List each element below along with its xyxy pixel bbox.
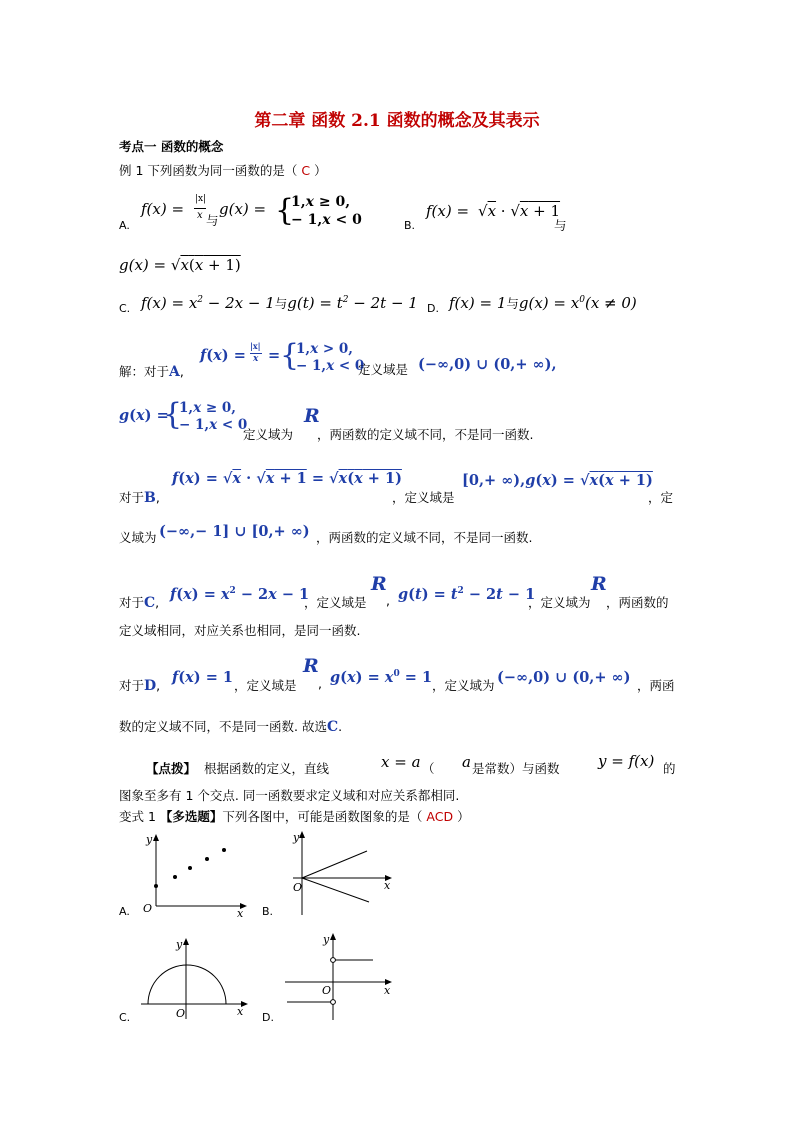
graph-c-arc [148, 965, 226, 1004]
solution-b-text1: ，定义域是 [392, 490, 455, 505]
graph-c-y-axis-label: y [176, 938, 183, 951]
graph-a-origin-label: O [143, 902, 153, 915]
graph-b-sideways-rays [281, 830, 396, 918]
example-1-prefix: 例 1 下列函数为同一函数的是（ [119, 163, 302, 178]
solution-a-g-text: 定义域为 [243, 427, 294, 442]
graph-a-scatter [135, 834, 250, 919]
graph-d-y-axis-label: y [323, 933, 330, 946]
graph-b-x-axis-label: x [384, 879, 391, 892]
option-b-label: B. [404, 219, 416, 232]
option-b-g: g(x) = √x(x + 1) [119, 256, 241, 274]
tip-function-y: y = f(x) [598, 752, 655, 770]
tip-constant-a: a [462, 753, 471, 771]
solution-c-text2: ，定义域为 [528, 595, 591, 610]
solution-b-lead: 对于B, [119, 490, 160, 506]
solution-d-conclusion: 数的定义域不同，不是同一函数. 故选C. [119, 719, 343, 735]
tip-line-2: 图象至多有 1 个交点. 同一函数要求定义域和对应关系都相同. [119, 788, 460, 803]
graph-a-point [173, 875, 177, 879]
graph-b-lower-ray [302, 878, 369, 902]
solution-d-domain: (−∞,0) ∪ (0,+ ∞) [497, 669, 631, 686]
solution-d-lead: 对于D, [119, 678, 161, 694]
option-c-formula: $f(x) = x^2 - 2x - 1$与$g(t) = t^2 - 2t - 1$ [141, 294, 418, 312]
variant-1-question: 变式 1 【多选题】下列各图中，可能是函数图象的是（ ACD ） [119, 809, 470, 824]
solution-c-conclusion: 定义域相同，对应关系也相同，是同一函数. [119, 623, 361, 638]
graph-c-semicircle [137, 937, 252, 1022]
solution-a-conclusion: ，两函数的定义域不同，不是同一函数. [317, 427, 534, 442]
tip-line-1: 【点拨】 根据函数的定义，直线 [146, 761, 329, 776]
solution-d-text1: ，定义域是 [234, 678, 297, 693]
graph-d-label: D. [262, 1011, 274, 1024]
solution-a-lead: 解：对于A, [119, 364, 184, 380]
option-a-formula: f(x) = |x| x 与 g(x) = { 1,x ≥ 0, − 1,x < 0 [141, 193, 362, 228]
option-d-formula: f(x) = 1与$g(x) = x^0(x \ne 0)$ [449, 294, 637, 312]
solution-b-domain1: [0,+ ∞),g(x) = √x(x + 1) [462, 472, 653, 489]
option-c-label: C. [119, 302, 131, 315]
solution-c-gt: $g(t) = t^2 - 2t - 1$ [398, 586, 536, 603]
graph-a-label: A. [119, 905, 130, 918]
solution-b-text3: 义域为 [119, 530, 157, 545]
solution-d-text3: ，两函 [637, 678, 675, 693]
graph-c-origin-label: O [176, 1007, 186, 1020]
solution-d-gx: $g(x) = x^0 = 1$ [330, 669, 433, 686]
solution-b-conclusion: ，两函数的定义域不同，不是同一函数. [316, 530, 533, 545]
solution-a-domain: (−∞,0) ∪ (0,+ ∞), [418, 356, 557, 373]
solution-b-fx: f(x) = √x · √x + 1 = √x(x + 1) [172, 470, 402, 487]
graph-b-upper-ray [302, 851, 367, 878]
graph-a-point [154, 884, 158, 888]
graph-d-x-axis-label: x [384, 984, 391, 997]
option-a-label: A. [119, 219, 130, 232]
graph-d-step-function [281, 932, 396, 1022]
tip-line-x-equals-a: x = a [381, 753, 421, 771]
solution-c-text3: ，两函数的 [606, 595, 669, 610]
graph-a-point [188, 866, 192, 870]
page-title: 第二章 函数 2.1 函数的概念及其表示 [254, 111, 540, 131]
solution-d-real-set: R [303, 655, 319, 677]
tip-text-2: 是常数）与函数 [472, 761, 560, 776]
graph-d-open-dot-upper [331, 958, 336, 963]
solution-a-gx: g(x) = { 1,x ≥ 0, − 1,x < 0 [119, 397, 248, 433]
graph-a-point [205, 857, 209, 861]
solution-d-text2: ，定义域为 [432, 678, 495, 693]
solution-c-real-set-1: R [371, 573, 387, 595]
graph-b-label: B. [262, 905, 274, 918]
solution-d-fx: f(x) = 1 [172, 669, 233, 686]
graph-c-x-axis-label: x [237, 1005, 244, 1018]
graph-a-point [222, 848, 226, 852]
solution-b-domain2: (−∞,− 1] ∪ [0,+ ∞) [159, 523, 310, 540]
solution-a-fx: f(x) = |x| x = { 1,x > 0, − 1,x < 0 [200, 338, 365, 374]
graph-c-label: C. [119, 1011, 131, 1024]
solution-c-real-set-2: R [591, 573, 607, 595]
example-1-answer: C [301, 163, 311, 178]
solution-c-lead: 对于C, [119, 595, 160, 611]
graph-b-y-axis-label: y [293, 831, 300, 844]
graph-d-origin-label: O [322, 984, 332, 997]
option-d-label: D. [427, 302, 439, 315]
graph-b-origin-label: O [293, 881, 303, 894]
solution-c-fx: $f(x) = x^2 - 2x - 1$ [170, 586, 310, 603]
option-b-formula: f(x) = √x · √x + 1 与 [426, 202, 567, 233]
solution-c-text1: ，定义域是 [304, 595, 367, 610]
example-1-question [119, 161, 327, 179]
solution-b-text2: ，定 [648, 490, 674, 505]
solution-a-domain-text: 定义域是 [358, 362, 409, 377]
example-1-suffix: ） [310, 163, 327, 178]
solution-a-real-set: R [304, 405, 320, 427]
graph-a-y-axis-label: y [146, 834, 153, 846]
section-heading: 考点一 函数的概念 [119, 139, 224, 154]
graph-a-x-axis-label: x [237, 907, 244, 919]
graph-d-open-dot-lower [331, 1000, 336, 1005]
